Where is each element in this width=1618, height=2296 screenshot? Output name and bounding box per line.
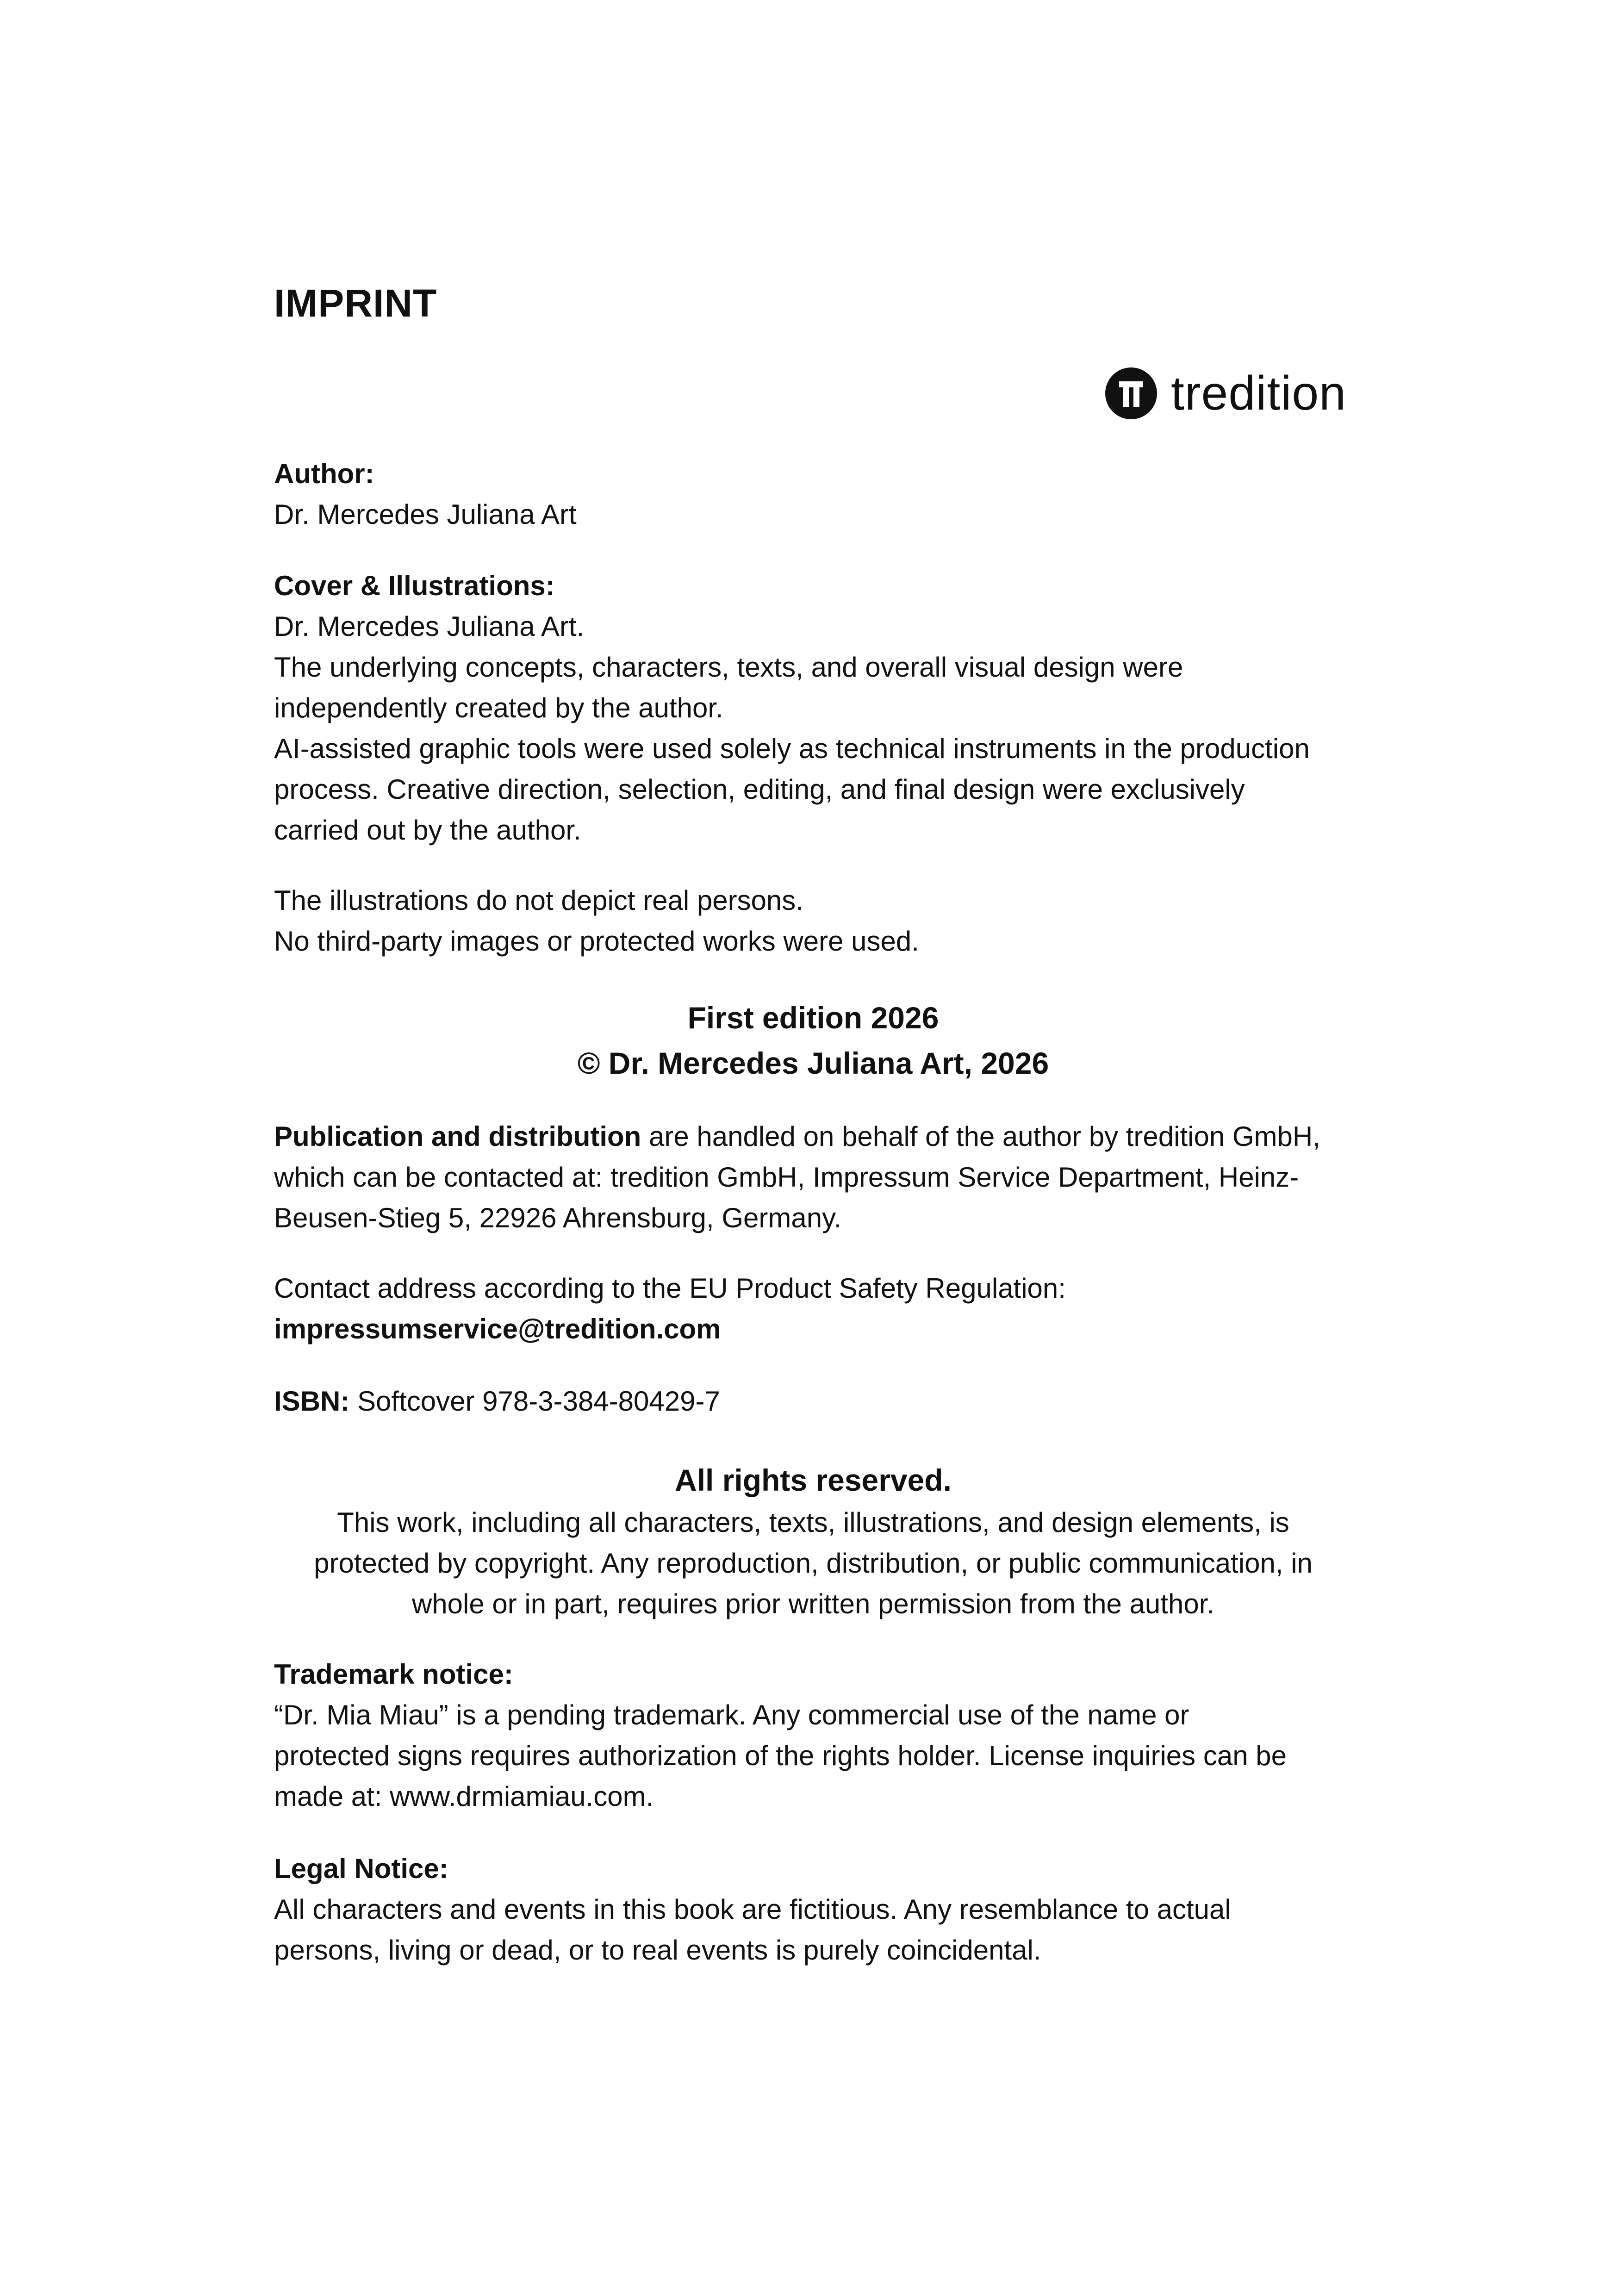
author-name: Dr. Mercedes Juliana Art	[274, 499, 577, 530]
cover-line: Dr. Mercedes Juliana Art.	[274, 611, 585, 642]
cover-line: carried out by the author.	[274, 815, 581, 846]
publication-line: Beusen-Stieg 5, 22926 Ahrensburg, Germany.	[274, 1202, 842, 1233]
cover-line: process. Creative direction, selection, editing, and final design were exclusively	[274, 774, 1245, 805]
publication-line: which can be contacted at: tredition GmbH, Impressum Service Department, Heinz-	[274, 1162, 1299, 1193]
trademark-line: “Dr. Mia Miau” is a pending trademark. Any commercial use of the name or	[274, 1699, 1189, 1730]
illustrations-note-line: The illustrations do not depict real persons.	[274, 885, 803, 916]
isbn-line	[274, 1381, 1352, 1422]
rights-heading: All rights reserved.	[675, 1463, 952, 1497]
author-label: Author:	[274, 458, 374, 489]
trademark-line: made at: www.drmiamiau.com.	[274, 1781, 654, 1812]
illustrations-note	[274, 880, 1352, 962]
rights-line: protected by copyright. Any reproduction, distribution, or public communication, in	[314, 1548, 1313, 1579]
illustrations-note-line: No third-party images or protected works were used.	[274, 926, 919, 957]
cover-section	[274, 566, 1352, 851]
contact-email: impressumservice@tredition.com	[274, 1313, 721, 1344]
publication-line	[274, 1116, 1352, 1157]
logo-wordmark: tredition	[1171, 367, 1346, 420]
cover-line: AI-assisted graphic tools were used solely as technical instruments in the production	[274, 733, 1310, 764]
edition-section	[274, 995, 1352, 1086]
page-title: IMPRINT	[274, 281, 437, 325]
tredition-logo-icon	[1105, 367, 1157, 419]
cover-label: Cover & Illustrations:	[274, 570, 555, 601]
rights-line: This work, including all characters, texts, illustrations, and design elements, is	[337, 1507, 1289, 1538]
edition-line: First edition 2026	[687, 1001, 939, 1035]
trademark-line: protected signs requires authorization of the rights holder. License inquiries can be	[274, 1740, 1287, 1771]
isbn-label: ISBN:	[274, 1386, 350, 1417]
isbn-section	[274, 1381, 1352, 1422]
contact-line: Contact address according to the EU Product Safety Regulation:	[274, 1273, 1066, 1304]
cover-line: The underlying concepts, characters, texts, and overall visual design were	[274, 652, 1183, 683]
contact-section	[274, 1268, 1352, 1350]
cover-line: independently created by the author.	[274, 692, 723, 723]
rights-line: whole or in part, requires prior written permission from the author.	[411, 1588, 1215, 1619]
author-section	[274, 454, 1352, 535]
legal-line: persons, living or dead, or to real events is purely coincidental.	[274, 1935, 1041, 1966]
trademark-section	[274, 1654, 1352, 1817]
publication-line1-rest: are handled on behalf of the author by tredition GmbH,	[641, 1121, 1320, 1152]
isbn-value: Softcover 978-3-384-80429-7	[349, 1386, 720, 1417]
trademark-label: Trademark notice:	[274, 1659, 513, 1690]
publisher-logo	[1105, 366, 1346, 421]
legal-label: Legal Notice:	[274, 1853, 448, 1884]
publication-section	[274, 1116, 1352, 1238]
rights-section	[274, 1458, 1352, 1624]
legal-line: All characters and events in this book are fictitious. Any resemblance to actual	[274, 1894, 1231, 1925]
legal-section	[274, 1848, 1352, 1971]
copyright-line: © Dr. Mercedes Juliana Art, 2026	[577, 1046, 1049, 1080]
publication-lead: Publication and distribution	[274, 1121, 641, 1152]
